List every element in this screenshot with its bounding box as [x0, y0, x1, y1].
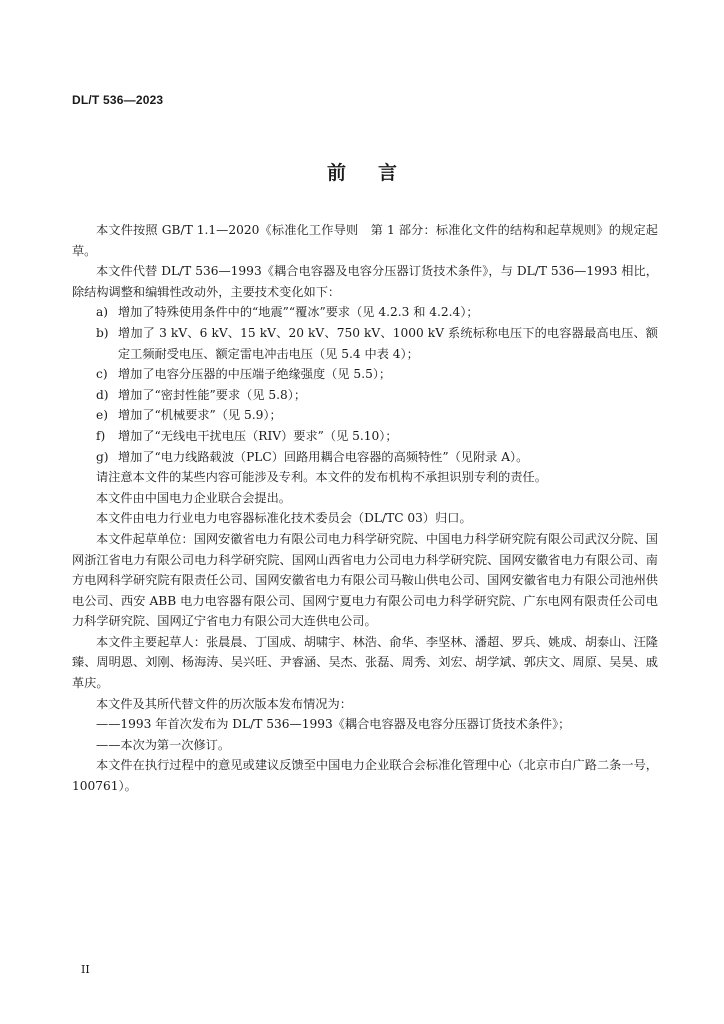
- document-code: DL/T 536—2023: [72, 93, 164, 107]
- list-marker: d): [96, 387, 109, 402]
- list-item: [72, 405, 658, 426]
- foreword-content: [72, 220, 658, 797]
- list-marker: a): [96, 305, 109, 320]
- list-item: [72, 364, 658, 385]
- paragraph-feedback: 本文件在执行过程中的意见或建议反馈至中国电力企业联合会标准化管理中心（北京市白广路二条一号，100761）。: [72, 758, 658, 794]
- list-text: 增加了特殊使用条件中的“地震”“覆冰”要求（见 4.2.3 和 4.2.4）；: [118, 305, 479, 320]
- list-text: 增加了“无线电干扰电压（RIV）要求”（见 5.10）；: [118, 428, 398, 443]
- page-title: 前言: [326, 162, 429, 184]
- paragraph-drafting-units: 本文件起草单位：国网安徽省电力有限公司电力科学研究院、中国电力科学研究院有限公司武汉分院、国网浙江省电力有限公司电力科学研究院、国网山西省电力公司电力科学研究院、国网安徽省电力有限公司、南方电网科学研究院有限责任公司、国网安徽省电力有限公司马鞍山供电公司、国网安徽省电力有限公司池州供电公司、西安 ABB 电力电容器有限公司、国网宁夏电力有限公司电力科学研究院、广东电网有限责任公司电力科学研究院、国网辽宁省电力有限公司大连供电公司。: [72, 531, 658, 629]
- list-marker: c): [96, 367, 108, 382]
- list-marker: e): [96, 408, 108, 423]
- list-text: 增加了 3 kV、6 kV、15 kV、20 kV、750 kV、1000 kV 系统标称电压下的电容器最高电压、额定工频耐受电压、额定雷电冲击电压（见 5.4 中表 4）；: [118, 325, 658, 361]
- paragraph-history-intro: 本文件及其所代替文件的历次版本发布情况为：: [96, 696, 352, 711]
- paragraph-drafters: 本文件主要起草人：张晨晨、丁国成、胡啸宇、林浩、俞华、李坚林、潘超、罗兵、姚成、胡泰山、汪隆臻、周明恩、刘刚、杨海涛、吴兴旺、尹睿涵、吴杰、张磊、周秀、刘宏、胡学斌、郭庆文、周原、吴昊、戚革庆。: [72, 634, 658, 691]
- paragraph-proposer: 本文件由中国电力企业联合会提出。: [96, 490, 291, 505]
- history-item: ——本次为第一次修订。: [96, 737, 231, 752]
- list-marker: b): [96, 325, 109, 340]
- list-text: 增加了电容分压器的中压端子绝缘强度（见 5.5）；: [118, 367, 392, 382]
- paragraph-committee: 本文件由电力行业电力电容器标准化技术委员会（DL/TC 03）归口。: [96, 511, 472, 526]
- page-number: II: [81, 963, 90, 976]
- list-text: 增加了“密封性能”要求（见 5.8）；: [118, 387, 307, 402]
- list-item: [72, 385, 658, 406]
- paragraph-patent-notice: 请注意本文件的某些内容可能涉及专利。本文件的发布机构不承担识别专利的责任。: [96, 470, 547, 485]
- list-item: [72, 426, 658, 447]
- paragraph-replacement: 本文件代替 DL/T 536—1993《耦合电容器及电容分压器订货技术条件》，与 DL/T 536—1993 相比，除结构调整和编辑性改动外，主要技术变化如下：: [72, 264, 658, 299]
- history-item: ——1993 年首次发布为 DL/T 536—1993《耦合电容器及电容分压器订货技术条件》；: [96, 717, 571, 732]
- list-item: [72, 323, 658, 364]
- paragraph-drafting-rules: 本文件按照 GB/T 1.1—2020《标准化工作导则 第 1 部分：标准化文件的结构和起草规则》的规定起草。: [72, 223, 658, 258]
- list-text: 增加了“机械要求”（见 5.9）；: [118, 408, 282, 423]
- list-text: 增加了“电力线路载波（PLC）回路用耦合电容器的高频特性”（见附录 A）。: [118, 449, 529, 464]
- list-item: [72, 302, 658, 323]
- list-item: [72, 447, 658, 468]
- list-marker: g): [96, 449, 109, 464]
- list-marker: f): [96, 428, 106, 443]
